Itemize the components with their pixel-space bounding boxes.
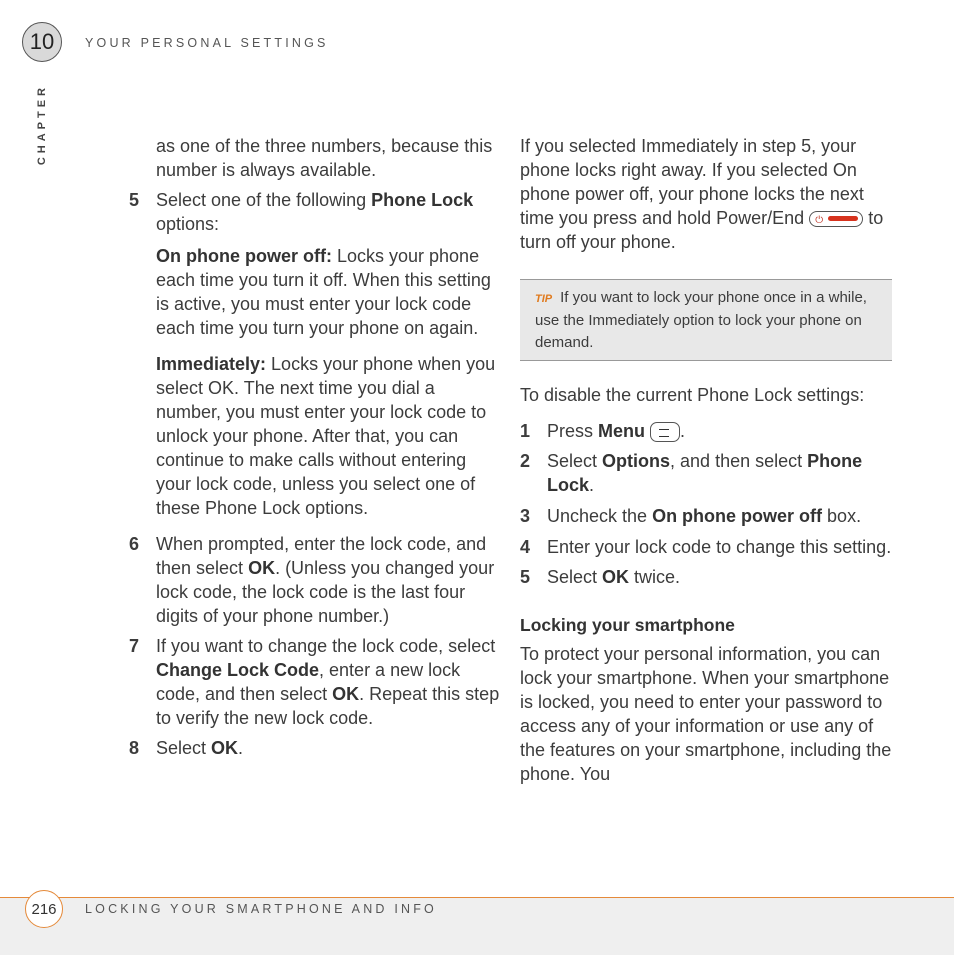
disable-step-3 <box>520 504 892 528</box>
power-end-key-icon: ⏻ <box>809 211 863 227</box>
step-number: 5 <box>129 190 140 210</box>
step-body: Select one of the following Phone Lock options: <box>156 190 474 234</box>
disable-step-5 <box>520 565 892 589</box>
right-column <box>520 134 892 786</box>
step-body: Enter your lock code to change this setting. <box>547 537 892 557</box>
chapter-number-badge <box>22 22 62 62</box>
page-number: 216 <box>31 900 57 918</box>
footer-title: LOCKING YOUR SMARTPHONE AND INFO <box>85 902 437 916</box>
disable-step-1 <box>520 419 892 443</box>
disable-step-4 <box>520 535 892 559</box>
step-number: 2 <box>520 451 531 471</box>
step-5 <box>129 188 501 236</box>
tip-label: TIP <box>535 293 553 305</box>
right-intro: If you selected Immediately in step 5, your phone locks right away. If you selected On phone power off, your phone locks the next time you press and hold Power/End ⏻ to turn off your phone. <box>520 136 884 252</box>
section-subheading: Locking your smartphone <box>520 615 735 635</box>
page-number-badge <box>25 890 63 928</box>
step-6 <box>129 532 501 628</box>
step-number: 4 <box>520 537 531 557</box>
left-column <box>129 134 501 760</box>
tip-text: If you want to lock your phone once in a while, use the Immediately option to lock your phone on demand. <box>535 289 867 351</box>
step-number: 7 <box>129 636 140 656</box>
disable-intro: To disable the current Phone Lock settings: <box>520 385 865 405</box>
chapter-label: CHAPTER <box>36 84 48 166</box>
disable-step-2 <box>520 449 892 497</box>
step-8 <box>129 736 501 760</box>
option-immediately: Immediately: Locks your phone when you select OK. The next time you dial a number, you must enter your lock code to unlock your phone. After that, you can continue to make calls without entering your lock code, unless you select one of these Phone Lock options. <box>156 354 496 518</box>
chapter-number: 10 <box>29 29 55 54</box>
step-body: Press Menu . <box>547 421 686 441</box>
left-intro: as one of the three numbers, because this number is always available. <box>156 136 493 180</box>
step-number: 3 <box>520 506 531 526</box>
tip-box <box>520 279 892 361</box>
step-body: Uncheck the On phone power off box. <box>547 506 862 526</box>
step-number: 8 <box>129 738 140 758</box>
step-body: Select Options, and then select Phone Lock. <box>547 451 863 495</box>
step-body: Select OK twice. <box>547 567 681 587</box>
header-title: YOUR PERSONAL SETTINGS <box>85 36 329 50</box>
step-number: 1 <box>520 421 531 441</box>
step-7 <box>129 634 501 730</box>
step-body: If you want to change the lock code, select Change Lock Code, enter a new lock code, and then select OK. Repeat this step to verify the new lock code. <box>156 636 500 728</box>
step-body: When prompted, enter the lock code, and then select OK. (Unless you changed your lock code, the lock code is the last four digits of your phone number.) <box>156 534 495 626</box>
step-number: 6 <box>129 534 140 554</box>
menu-key-icon <box>650 422 680 442</box>
option-on-power-off: On phone power off: Locks your phone each time you turn it off. When this setting is active, you must enter your lock code each time you turn your phone on again. <box>156 246 491 338</box>
step-number: 5 <box>520 567 531 587</box>
locking-text: To protect your personal information, you can lock your smartphone. When your smartphone is locked, you need to enter your password to access any of your information or use any of the features on your smartphone, including the phone. You <box>520 644 892 784</box>
step-body: Select OK. <box>156 738 244 758</box>
